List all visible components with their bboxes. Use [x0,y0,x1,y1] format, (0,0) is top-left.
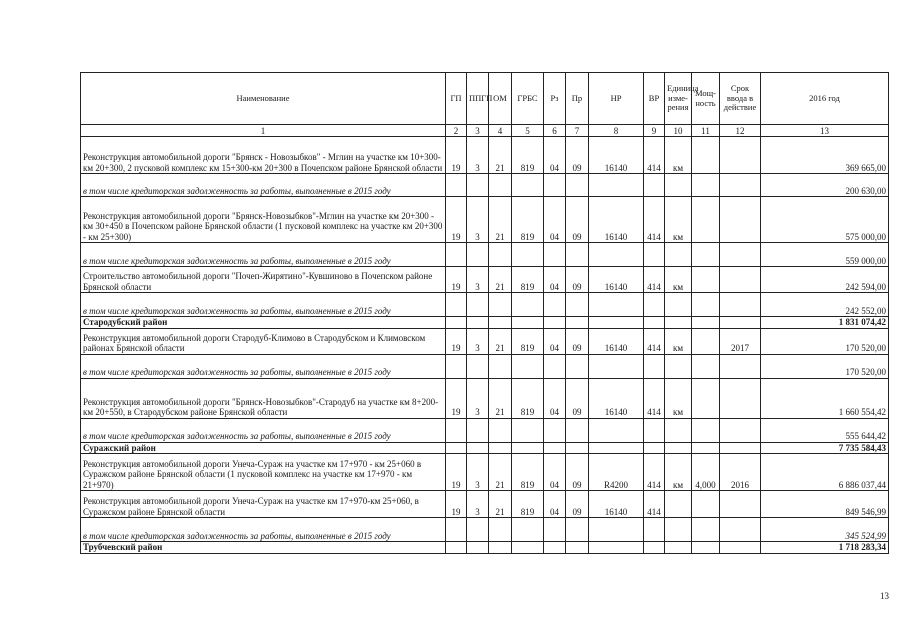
empty-cell [512,442,544,454]
empty-cell [692,518,720,542]
power-cell [692,328,720,354]
code-ppgp: 3 [467,197,489,243]
note-text: в том числе кредиторская задолженность за работы, выполненные в 2015 году [81,174,446,197]
table-row [81,378,889,418]
empty-cell [720,174,761,197]
empty-cell [644,518,665,542]
code-om: 21 [489,328,512,354]
empty-cell [446,243,467,267]
header-gp: ГП [446,73,467,125]
column-number: 11 [692,125,720,137]
code-om: 21 [489,197,512,243]
code-nr: 16140 [589,491,644,518]
empty-cell [566,317,589,329]
amount-cell: 170 520,00 [761,328,889,354]
empty-cell [665,418,692,442]
amount-cell: 559 000,00 [761,243,889,267]
code-rz: 04 [544,491,566,518]
empty-cell [446,442,467,454]
code-om: 21 [489,454,512,491]
empty-cell [692,354,720,378]
column-number: 12 [720,125,761,137]
empty-cell [720,442,761,454]
empty-cell [489,518,512,542]
header-ppgp: ППГП [467,73,489,125]
empty-cell [644,317,665,329]
empty-cell [512,542,544,554]
code-grbs: 819 [512,137,544,174]
code-nr: 16140 [589,197,644,243]
empty-cell [566,418,589,442]
code-grbs: 819 [512,378,544,418]
district-total: 7 735 584,43 [761,442,889,454]
empty-cell [589,542,644,554]
empty-cell [720,293,761,317]
code-nr: R4200 [589,454,644,491]
empty-cell [544,317,566,329]
empty-cell [467,518,489,542]
code-vr: 414 [644,267,665,293]
code-nr: 16140 [589,137,644,174]
empty-cell [512,418,544,442]
empty-cell [692,542,720,554]
code-vr: 414 [644,491,665,518]
code-gp: 19 [446,137,467,174]
note-text: в том числе кредиторская задолженность за работы, выполненные в 2015 году [81,354,446,378]
empty-cell [467,243,489,267]
amount-cell: 242 552,00 [761,293,889,317]
budget-table [80,72,889,554]
empty-cell [566,518,589,542]
empty-cell [720,542,761,554]
note-text: в том числе кредиторская задолженность за работы, выполненные в 2015 году [81,293,446,317]
code-rz: 04 [544,137,566,174]
row-name: Реконструкция автомобильной дороги Унеча-Сураж на участке км 17+970-км 25+060, в Суражском районе Брянской области [81,491,446,518]
header-year: 2016 год [761,73,889,125]
empty-cell [446,518,467,542]
empty-cell [489,418,512,442]
district-name: Стародубский район [81,317,446,329]
empty-cell [446,293,467,317]
code-nr: 16140 [589,267,644,293]
header-grbs: ГРБС [512,73,544,125]
note-row [81,293,889,317]
code-pr: 09 [566,378,589,418]
code-pr: 09 [566,454,589,491]
header-unit: Единица изме-рения [665,73,692,125]
empty-cell [692,442,720,454]
column-number: 8 [589,125,644,137]
table-row [81,454,889,491]
row-name: Реконструкция автомобильной дороги "Брянск-Новозыбков"-Стародуб на участке км 8+200-км 20+550, в Стародубском районе Брянской области [81,378,446,418]
amount-cell: 575 000,00 [761,197,889,243]
unit-cell: км [665,267,692,293]
column-number: 4 [489,125,512,137]
empty-cell [665,442,692,454]
empty-cell [512,243,544,267]
empty-cell [665,293,692,317]
header-name: Наименование [81,73,446,125]
empty-cell [589,243,644,267]
code-gp: 19 [446,197,467,243]
amount-cell: 6 886 037,44 [761,454,889,491]
empty-cell [446,418,467,442]
term-cell: 2017 [720,328,761,354]
empty-cell [467,293,489,317]
row-name: Реконструкция автомобильной дороги Унеча-Сураж на участке км 17+970 - км 25+060 в Суражском районе Брянской области (1 пусковой комплекс на участке км 17+970 - км 21+970) [81,454,446,491]
empty-cell [446,317,467,329]
empty-cell [489,542,512,554]
unit-cell: км [665,454,692,491]
empty-cell [512,293,544,317]
code-gp: 19 [446,267,467,293]
amount-cell: 242 594,00 [761,267,889,293]
note-row [81,174,889,197]
code-vr: 414 [644,197,665,243]
empty-cell [467,354,489,378]
empty-cell [566,542,589,554]
code-vr: 414 [644,328,665,354]
header-rz: Рз [544,73,566,125]
empty-cell [467,317,489,329]
code-ppgp: 3 [467,491,489,518]
empty-cell [665,542,692,554]
code-om: 21 [489,491,512,518]
empty-cell [589,442,644,454]
empty-cell [544,542,566,554]
column-number: 1 [81,125,446,137]
header-term: Срок ввода в действие [720,73,761,125]
empty-cell [644,243,665,267]
empty-cell [489,243,512,267]
term-cell [720,137,761,174]
empty-cell [692,317,720,329]
power-cell [692,197,720,243]
amount-cell: 200 630,00 [761,174,889,197]
district-total: 1 831 074,42 [761,317,889,329]
empty-cell [544,418,566,442]
code-nr: 16140 [589,378,644,418]
row-name: Реконструкция автомобильной дороги "Брянск-Новозыбков"-Мглин на участке км 20+300 - км 30+450 в Почепском районе Брянской области (1 пусковой комплекс на участке км 20+300 - км 25+300) [81,197,446,243]
code-ppgp: 3 [467,267,489,293]
row-name: Реконструкция автомобильной дороги Стародуб-Климово в Стародубском и Климовском районах Брянской области [81,328,446,354]
term-cell [720,267,761,293]
empty-cell [589,418,644,442]
code-nr: 16140 [589,328,644,354]
note-text: в том числе кредиторская задолженность за работы, выполненные в 2015 году [81,243,446,267]
empty-cell [665,518,692,542]
empty-cell [512,317,544,329]
column-number: 9 [644,125,665,137]
amount-cell: 369 665,00 [761,137,889,174]
note-row [81,518,889,542]
code-om: 21 [489,378,512,418]
code-ppgp: 3 [467,137,489,174]
empty-cell [720,317,761,329]
column-number: 5 [512,125,544,137]
empty-cell [692,293,720,317]
code-rz: 04 [544,378,566,418]
amount-cell: 849 546,99 [761,491,889,518]
empty-cell [692,174,720,197]
table-row [81,491,889,518]
code-gp: 19 [446,328,467,354]
empty-cell [446,542,467,554]
table-row [81,267,889,293]
empty-cell [644,542,665,554]
unit-cell: км [665,378,692,418]
column-number: 2 [446,125,467,137]
empty-cell [644,293,665,317]
page-number: 13 [880,591,889,601]
note-row [81,354,889,378]
district-name: Суражский район [81,442,446,454]
empty-cell [489,293,512,317]
column-number: 6 [544,125,566,137]
term-cell [720,378,761,418]
code-grbs: 819 [512,491,544,518]
note-text: в том числе кредиторская задолженность за работы, выполненные в 2015 году [81,518,446,542]
code-ppgp: 3 [467,454,489,491]
empty-cell [467,442,489,454]
code-gp: 19 [446,454,467,491]
amount-cell: 170 520,00 [761,354,889,378]
district-total: 1 718 283,34 [761,542,889,554]
empty-cell [544,354,566,378]
column-number: 13 [761,125,889,137]
code-rz: 04 [544,328,566,354]
term-cell [720,491,761,518]
empty-cell [589,354,644,378]
empty-cell [589,518,644,542]
table-row [81,197,889,243]
code-rz: 04 [544,197,566,243]
power-cell [692,267,720,293]
column-number: 7 [566,125,589,137]
district-row [81,442,889,454]
empty-cell [467,542,489,554]
empty-cell [512,174,544,197]
code-gp: 19 [446,378,467,418]
header-power: Мощ-ность [692,73,720,125]
empty-cell [644,174,665,197]
empty-cell [566,293,589,317]
empty-cell [544,293,566,317]
power-cell [692,137,720,174]
header-om: ОМ [489,73,512,125]
empty-cell [589,174,644,197]
power-cell [692,378,720,418]
header-row [81,73,889,125]
code-pr: 09 [566,137,589,174]
empty-cell [467,174,489,197]
empty-cell [589,317,644,329]
header-pr: Пр [566,73,589,125]
empty-cell [446,174,467,197]
empty-cell [544,442,566,454]
empty-cell [489,354,512,378]
power-cell [692,491,720,518]
code-om: 21 [489,137,512,174]
empty-cell [720,418,761,442]
code-grbs: 819 [512,328,544,354]
code-ppgp: 3 [467,378,489,418]
empty-cell [544,174,566,197]
empty-cell [544,518,566,542]
row-name: Реконструкция автомобильной дороги "Брянск - Новозыбков" - Мглин на участке км 10+300-км 20+300, 2 пусковой комплекс км 15+300-км 20+300 в Почепском районе Брянской области [81,137,446,174]
code-grbs: 819 [512,197,544,243]
empty-cell [644,418,665,442]
table-row [81,137,889,174]
empty-cell [512,354,544,378]
unit-cell: км [665,137,692,174]
column-number: 3 [467,125,489,137]
column-numbers-row [81,125,889,137]
empty-cell [665,354,692,378]
empty-cell [720,518,761,542]
empty-cell [720,243,761,267]
column-number: 10 [665,125,692,137]
term-cell: 2016 [720,454,761,491]
empty-cell [665,174,692,197]
empty-cell [644,354,665,378]
note-text: в том числе кредиторская задолженность за работы, выполненные в 2015 году [81,418,446,442]
empty-cell [566,243,589,267]
code-vr: 414 [644,378,665,418]
code-gp: 19 [446,491,467,518]
empty-cell [566,354,589,378]
power-cell: 4,000 [692,454,720,491]
amount-cell: 555 644,42 [761,418,889,442]
code-ppgp: 3 [467,328,489,354]
table-row [81,328,889,354]
district-row [81,317,889,329]
header-nr: НР [589,73,644,125]
code-rz: 04 [544,267,566,293]
empty-cell [665,243,692,267]
amount-cell: 1 660 554,42 [761,378,889,418]
amount-cell: 345 524,99 [761,518,889,542]
empty-cell [665,317,692,329]
term-cell [720,197,761,243]
empty-cell [566,442,589,454]
empty-cell [692,243,720,267]
note-row [81,418,889,442]
unit-cell [665,491,692,518]
code-pr: 09 [566,197,589,243]
code-grbs: 819 [512,454,544,491]
code-vr: 414 [644,454,665,491]
empty-cell [489,174,512,197]
code-om: 21 [489,267,512,293]
empty-cell [544,243,566,267]
empty-cell [566,174,589,197]
code-rz: 04 [544,454,566,491]
row-name: Строительство автомобильной дороги "Почеп-Жирятино"-Кувшиново в Почепском районе Брянской области [81,267,446,293]
unit-cell: км [665,197,692,243]
header-vr: ВР [644,73,665,125]
code-pr: 09 [566,328,589,354]
empty-cell [467,418,489,442]
district-name: Трубчевский район [81,542,446,554]
empty-cell [644,442,665,454]
empty-cell [489,442,512,454]
empty-cell [589,293,644,317]
empty-cell [720,354,761,378]
code-pr: 09 [566,267,589,293]
empty-cell [446,354,467,378]
empty-cell [512,518,544,542]
empty-cell [692,418,720,442]
code-vr: 414 [644,137,665,174]
unit-cell: км [665,328,692,354]
note-row [81,243,889,267]
code-pr: 09 [566,491,589,518]
empty-cell [489,317,512,329]
district-row [81,542,889,554]
code-grbs: 819 [512,267,544,293]
